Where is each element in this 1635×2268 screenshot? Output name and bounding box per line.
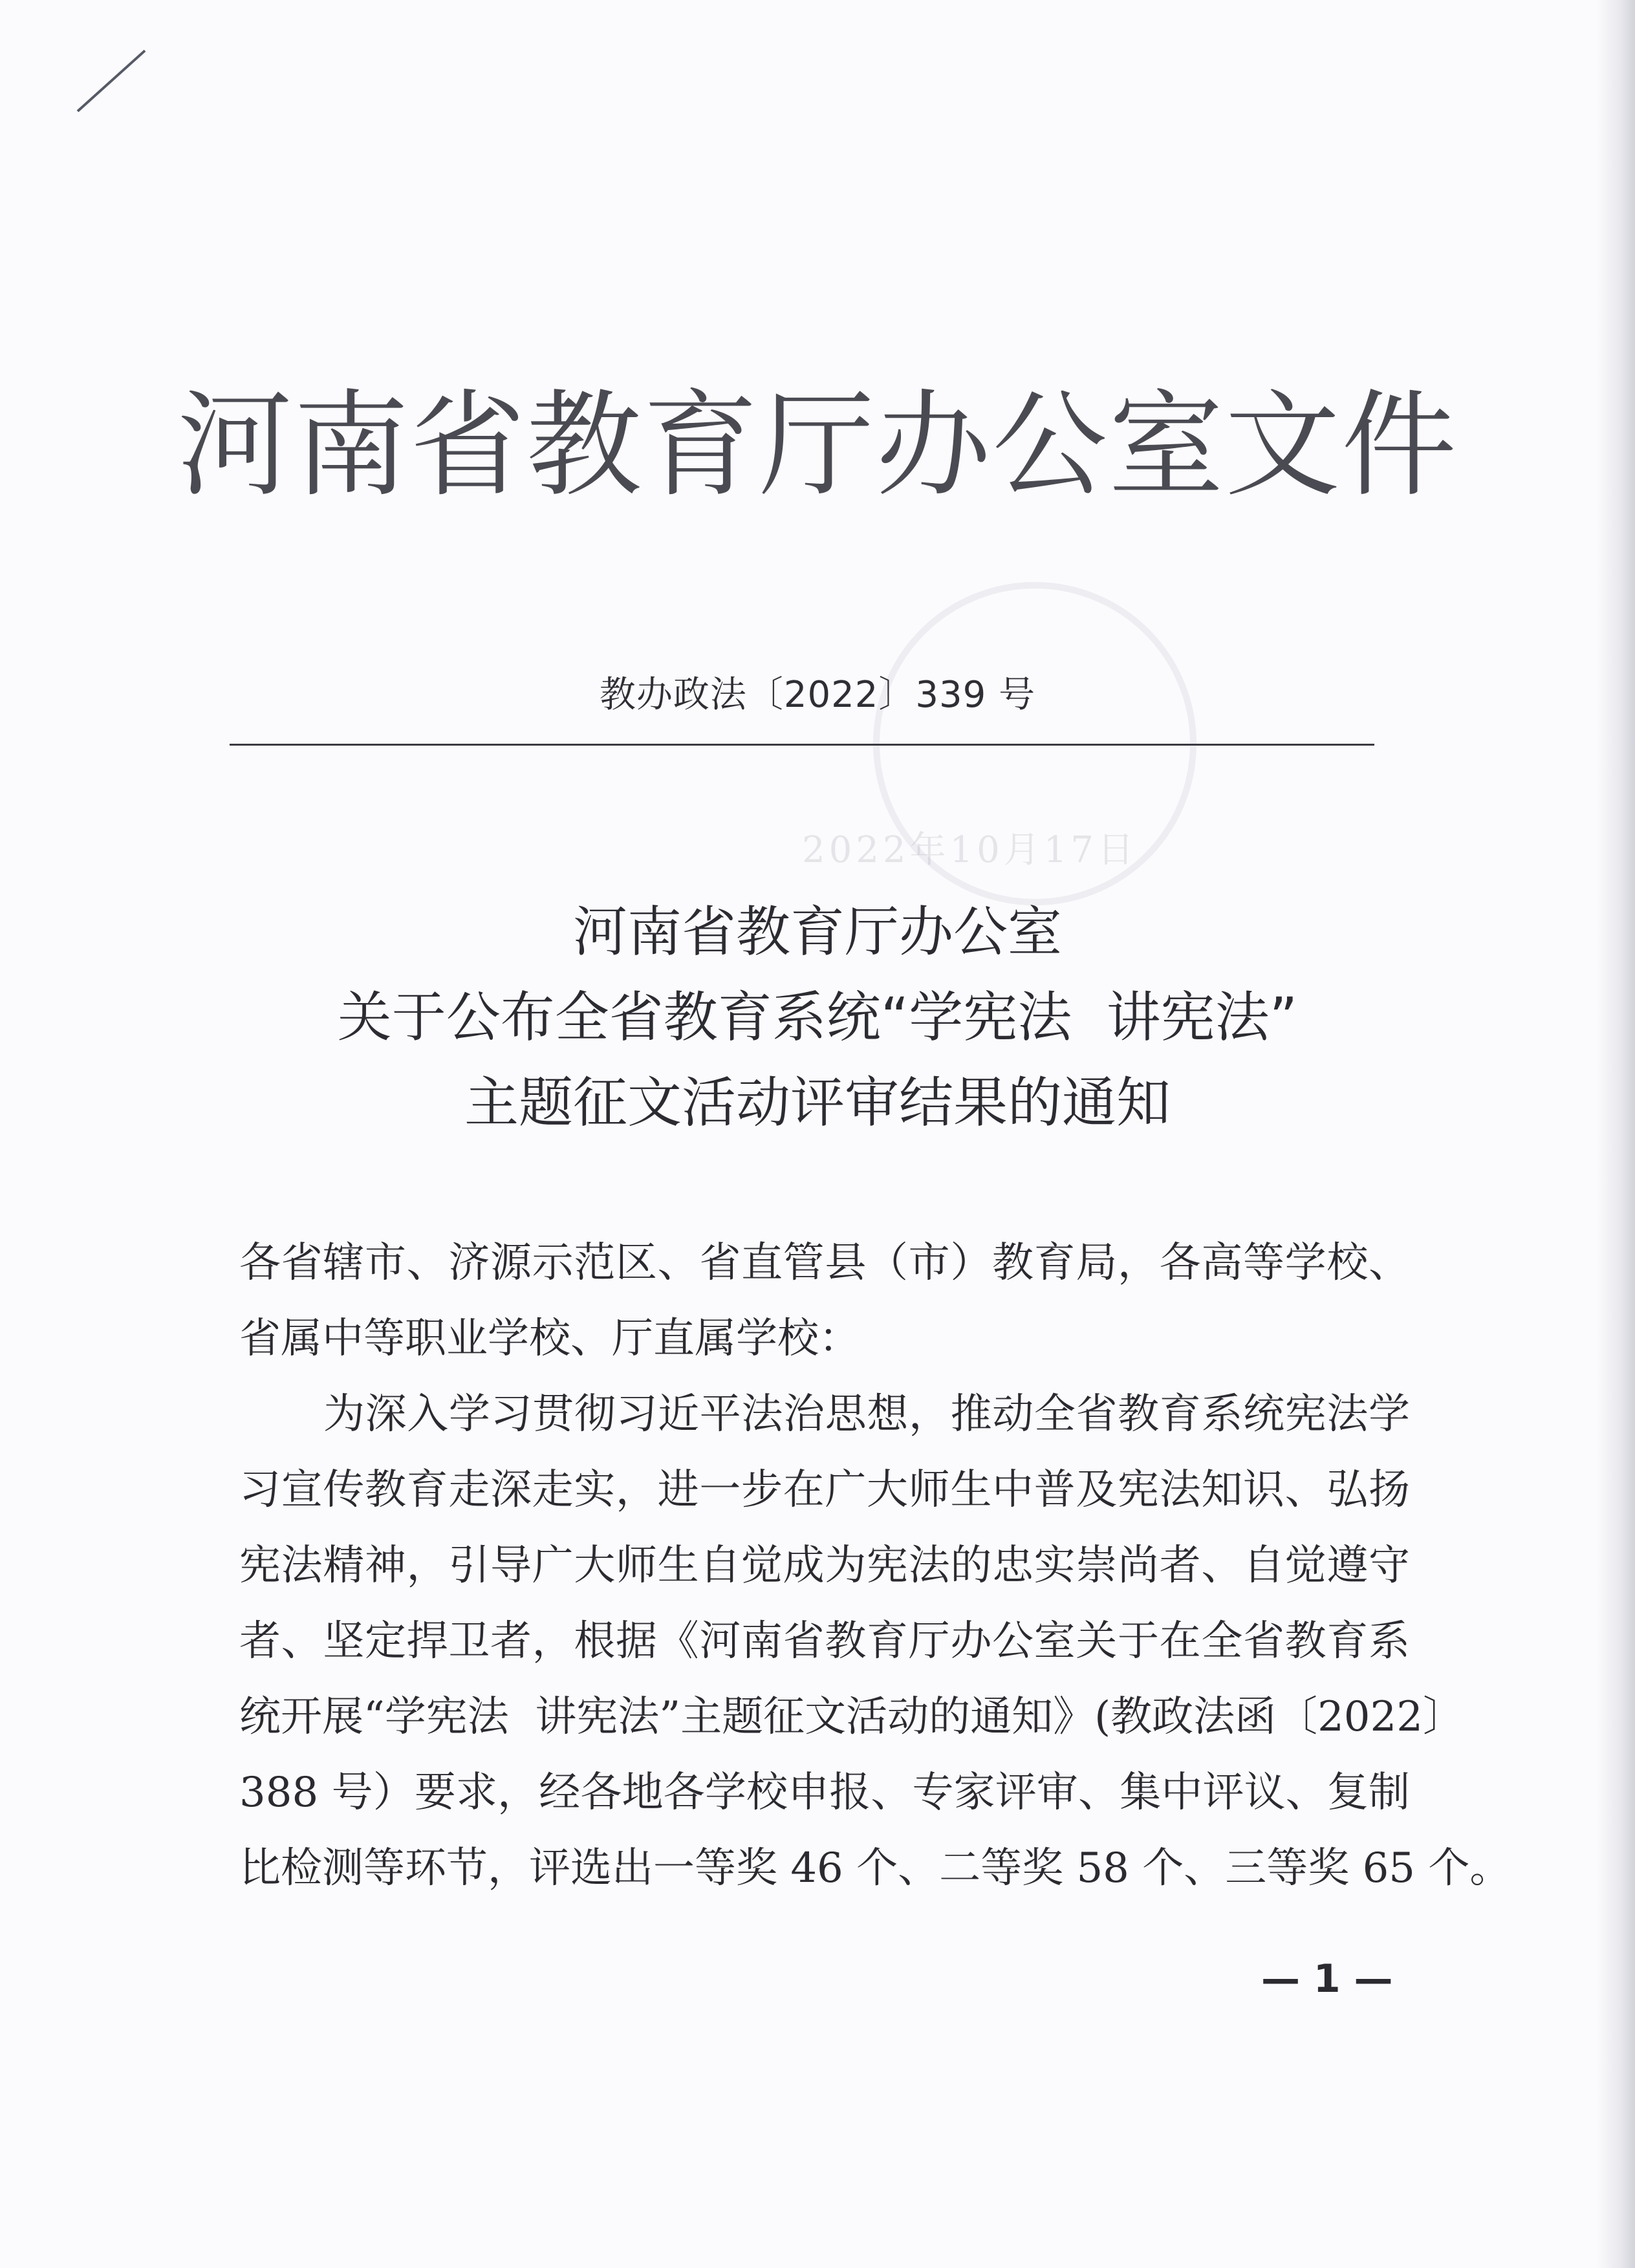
document-header-title: 河南省教育厅办公室文件 bbox=[177, 378, 1458, 512]
recipients-line: 各省辖市、济源示范区、省直管县（市）教育局，各高等学校、 bbox=[239, 1239, 1410, 1287]
header-divider bbox=[230, 744, 1374, 746]
paragraph-line: 宪法精神，引导广大师生自觉成为宪法的忠实崇尚者、自觉遵守 bbox=[239, 1542, 1410, 1590]
show-through-seal-date: 2022年10月17日 bbox=[802, 829, 1138, 871]
notice-body bbox=[239, 1226, 1511, 1906]
paragraph-line: 比检测等环节，评选出一等奖 46 个、二等奖 58 个、三等奖 65 个。 bbox=[239, 1844, 1511, 1892]
notice-title bbox=[0, 889, 1635, 1145]
document-number: 教办政法〔2022〕339 号 bbox=[599, 674, 1036, 716]
pen-mark bbox=[77, 50, 146, 113]
notice-title-line: 主题征文活动评审结果的通知 bbox=[464, 1071, 1171, 1134]
paragraph-line: 388 号）要求，经各地各学校申报、专家评审、集中评议、复制 bbox=[239, 1769, 1410, 1817]
recipients-line: 省属中等职业学校、厅直属学校： bbox=[239, 1315, 860, 1363]
paragraph-line: 习宣传教育走深走实，进一步在广大师生中普及宪法知识、弘扬 bbox=[239, 1466, 1410, 1514]
notice-title-line: 河南省教育厅办公室 bbox=[572, 900, 1062, 964]
page-number: — 1 — bbox=[1261, 1956, 1393, 2002]
notice-title-line: 关于公布全省教育系统“学宪法 讲宪法” bbox=[337, 986, 1298, 1049]
paragraph-line: 统开展“学宪法 讲宪法”主题征文活动的通知》(教政法函〔2022〕 bbox=[239, 1693, 1464, 1741]
paragraph-line: 者、坚定捍卫者，根据《河南省教育厅办公室关于在全省教育系 bbox=[239, 1617, 1410, 1665]
paragraph-line: 为深入学习贯彻习近平法治思想，推动全省教育系统宪法学 bbox=[323, 1390, 1410, 1438]
